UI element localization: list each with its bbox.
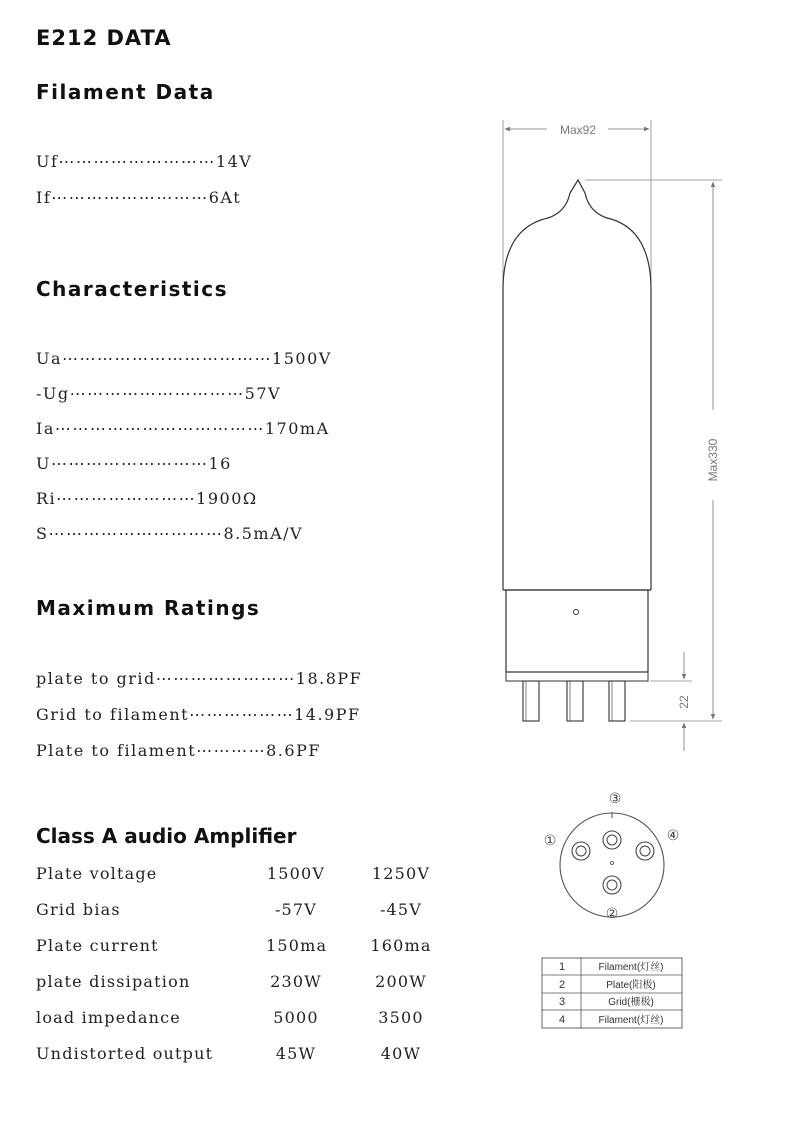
row-label: plate dissipation: [36, 972, 191, 991]
filament-heading: Filament Data: [36, 80, 215, 104]
row-label: Plate current: [36, 936, 159, 955]
row-value-2: 160ma: [370, 936, 432, 955]
row-label: Grid bias: [36, 900, 121, 919]
char-ia-line: Ia⋯⋯⋯⋯⋯⋯⋯⋯⋯⋯⋯⋯170mA: [36, 419, 330, 438]
rating-grid-filament-line: Grid to filament⋯⋯⋯⋯⋯⋯14.9PF: [36, 705, 361, 724]
row-value-1: 150ma: [266, 936, 328, 955]
pin-name: Filament(灯丝): [598, 962, 664, 973]
row-value-1: 5000: [273, 1008, 319, 1027]
row-label: load impedance: [36, 1008, 181, 1027]
row-value-2: 3500: [378, 1008, 424, 1027]
pin-num: 1: [558, 961, 566, 973]
row-value-2: -45V: [379, 900, 423, 919]
char-ua-line: Ua⋯⋯⋯⋯⋯⋯⋯⋯⋯⋯⋯⋯1500V: [36, 349, 332, 368]
pin-name: Filament(灯丝): [598, 1015, 664, 1026]
row-value-1: 45W: [275, 1044, 317, 1063]
char-s-line: S⋯⋯⋯⋯⋯⋯⋯⋯⋯⋯8.5mA/V: [36, 524, 304, 543]
row-value-2: 200W: [375, 972, 427, 991]
filament-if-line: If⋯⋯⋯⋯⋯⋯⋯⋯⋯6At: [36, 188, 242, 207]
row-value-2: 40W: [380, 1044, 422, 1063]
pin-num: 2: [558, 979, 566, 991]
char-ug-line: -Ug⋯⋯⋯⋯⋯⋯⋯⋯⋯⋯57V: [36, 384, 282, 403]
row-label: Plate voltage: [36, 864, 158, 883]
socket-label-1: ①: [543, 833, 557, 849]
pin-legend-table: [542, 958, 682, 1028]
pin-name: Plate(阳极): [606, 980, 656, 991]
pin-num: 3: [558, 996, 566, 1008]
height-label: Max330: [706, 438, 720, 482]
characteristics-heading: Characteristics: [36, 277, 229, 301]
tube-pins: [523, 681, 625, 721]
socket-bottom-view: [544, 791, 680, 922]
rating-plate-grid-line: plate to grid⋯⋯⋯⋯⋯⋯⋯⋯18.8PF: [36, 669, 363, 688]
rating-plate-filament-line: Plate to filament⋯⋯⋯⋯8.6PF: [36, 741, 321, 760]
row-value-1: -57V: [274, 900, 318, 919]
pin-length-label: 22: [677, 695, 691, 709]
socket-label-3: ③: [608, 791, 622, 807]
pin-name: Grid(栅极): [608, 997, 654, 1008]
socket-label-4: ④: [666, 828, 680, 844]
row-value-2: 1250V: [371, 864, 431, 883]
pin-num: 4: [558, 1014, 566, 1026]
tube-base: [506, 590, 648, 672]
pin-length-dimension: [650, 652, 692, 751]
height-dimension: [585, 180, 722, 721]
page-title: E212 DATA: [36, 26, 172, 50]
filament-uf-line: Uf⋯⋯⋯⋯⋯⋯⋯⋯⋯14V: [36, 152, 253, 171]
row-value-1: 1500V: [266, 864, 326, 883]
socket-label-2: ②: [605, 906, 619, 922]
tube-glass-envelope: [503, 180, 651, 590]
width-dimension: [503, 120, 651, 285]
row-label: Undistorted output: [36, 1044, 214, 1063]
char-ri-line: Ri⋯⋯⋯⋯⋯⋯⋯⋯1900Ω: [36, 489, 258, 508]
row-value-1: 230W: [270, 972, 322, 991]
width-label: Max92: [559, 123, 597, 137]
ratings-heading: Maximum Ratings: [36, 596, 261, 620]
char-u-line: U⋯⋯⋯⋯⋯⋯⋯⋯⋯16: [36, 454, 232, 473]
amplifier-heading: Class A audio Amplifier: [36, 824, 297, 848]
